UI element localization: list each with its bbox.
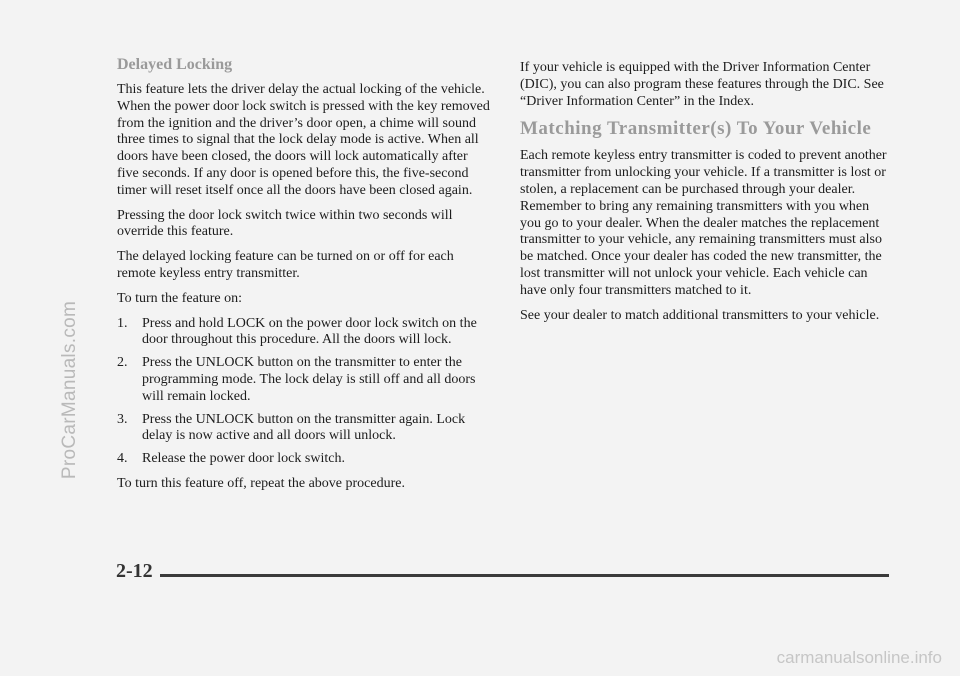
- paragraph: Each remote keyless entry transmitter is coded to prevent another transmitter from unlocking your vehicle. If a transmitter is lost or stolen, a replacement can be purchased through your dealer. Remember to bring any remaining transmitters with you when you go to your dealer. When the dealer matches the replacement transmitter to your vehicle, any remaining transmitters must also be matched. Once your dealer has coded the new transmitter, the lost transmitter will not unlock your vehicle. Each vehicle can have only four transmitters matched to it.: [520, 148, 887, 298]
- paragraph: If your vehicle is equipped with the Driver Information Center (DIC), you can also program these features through the DIC. See “Driver Information Center” in the Index.: [520, 60, 884, 109]
- step-number: 3.: [117, 411, 128, 427]
- step-text: Press and hold LOCK on the power door lock switch on the door throughout this procedure. All the doors will lock.: [142, 315, 477, 348]
- step-number: 1.: [117, 315, 128, 331]
- list-item: [117, 451, 492, 468]
- section-heading-delayed-locking: Delayed Locking: [117, 56, 233, 73]
- right-column: [520, 60, 892, 332]
- step-number: 2.: [117, 355, 128, 371]
- paragraph: See your dealer to match additional transmitters to your vehicle.: [520, 307, 880, 323]
- step-text: Press the UNLOCK button on the transmitter again. Lock delay is now active and all doors will unlock.: [142, 411, 466, 444]
- paragraph: The delayed locking feature can be turned on or off for each remote keyless entry transmitter.: [117, 249, 454, 281]
- side-watermark: ProCarManuals.com: [59, 300, 80, 480]
- list-item: [117, 316, 492, 350]
- step-text: Press the UNLOCK button on the transmitter to enter the programming mode. The lock delay is still off and all doors will remain locked.: [142, 355, 476, 404]
- page-number: 2-12: [116, 560, 153, 582]
- step-number: 4.: [117, 451, 128, 467]
- section-heading-matching-transmitters: Matching Transmitter(s) To Your Vehicle: [520, 118, 872, 140]
- paragraph: Pressing the door lock switch twice within two seconds will override this feature.: [117, 207, 453, 240]
- left-column: [117, 56, 492, 501]
- paragraph: To turn the feature on:: [117, 290, 242, 306]
- footer-divider: [160, 574, 889, 577]
- procedure-steps: [117, 316, 492, 468]
- bottom-watermark: carmanualsonline.info: [776, 648, 942, 667]
- list-item: [117, 412, 492, 446]
- paragraph: To turn this feature off, repeat the above procedure.: [117, 475, 405, 491]
- list-item: [117, 355, 492, 405]
- paragraph: This feature lets the driver delay the actual locking of the vehicle. When the power door lock switch is pressed with the key removed from the ignition and the driver’s door open, a chime will sound three times to signal that the lock delay mode is active. When all doors have been closed, the doors will lock automatically after five seconds. If any door is opened before this, the five-second timer will reset itself once all the doors have been closed again.: [117, 82, 490, 198]
- step-text: Release the power door lock switch.: [142, 451, 345, 467]
